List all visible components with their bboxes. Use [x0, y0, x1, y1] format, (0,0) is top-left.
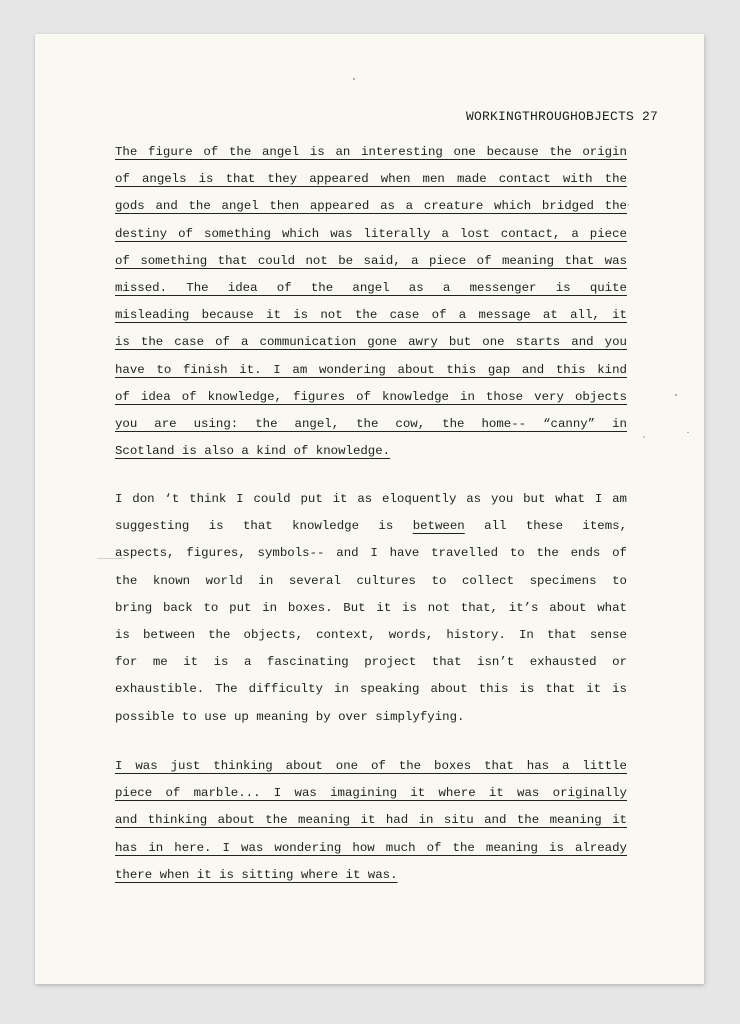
text-line: there when it is sitting where it was.	[115, 867, 398, 882]
paper-speck	[675, 394, 677, 396]
text-line: exhaustible. The difficulty in speaking about this is that it is	[115, 682, 627, 697]
paper-speck	[643, 436, 645, 438]
text-segment: suggesting is that knowledge is	[115, 519, 394, 534]
text-line: I was just thinking about one of the boxes that has a little	[115, 759, 627, 773]
paragraph-1	[115, 139, 627, 465]
text-line: Scotland is also a kind of knowledge.	[115, 444, 391, 459]
paper-speck	[353, 78, 355, 80]
text-line: you are using: the angel, the cow, the home-- “canny” in	[115, 416, 627, 431]
text-line: is the case of a communication gone awry but one starts and you	[115, 335, 627, 350]
text-line: aspects, figures, symbols-- and I have travelled to the ends of	[115, 546, 627, 561]
running-header: WORKINGTHROUGHOBJECTS 27	[465, 109, 658, 124]
paper-speck	[97, 558, 125, 559]
text-line: of idea of knowledge, figures of knowledge in those very objects	[115, 389, 627, 404]
text-line: for me it is a fascinating project that isn’t exhausted or	[115, 655, 627, 670]
paper-speck	[627, 204, 629, 206]
text-line-with-emphasis	[115, 513, 627, 540]
text-line: is between the objects, context, words, history. In that sense	[115, 627, 627, 642]
text-line: The figure of the angel is an interesting one because the origin	[115, 145, 627, 159]
text-line: has in here. I was wondering how much of the meaning is already	[115, 840, 627, 855]
text-line: I don ‘t think I could put it as eloquently as you but what I am	[115, 492, 627, 506]
text-line: piece of marble... I was imagining it where it was originally	[115, 786, 627, 801]
paragraph-3	[115, 753, 627, 889]
text-line: and thinking about the meaning it had in situ and the meaning it	[115, 813, 627, 828]
text-line: bring back to put in boxes. But it is not that, it’s about what	[115, 600, 627, 615]
underlined-word-between: between	[412, 519, 465, 534]
text-line: misleading because it is not the case of a message at all, it	[115, 308, 627, 323]
text-line: destiny of something which was literally a lost contact, a piece	[115, 226, 627, 241]
text-line: gods and the angel then appeared as a creature which bridged the	[115, 199, 627, 214]
paper-speck	[687, 432, 689, 433]
paragraph-2	[115, 486, 627, 731]
text-line: of something that could not be said, a piece of meaning that was	[115, 253, 627, 268]
text-line: have to finish it. I am wondering about this gap and this kind	[115, 362, 627, 377]
text-line: possible to use up meaning by over simplyfying.	[115, 709, 465, 724]
text-segment: all these items,	[484, 519, 628, 534]
document-page	[35, 34, 704, 984]
text-line: the known world in several cultures to collect specimens to	[115, 573, 627, 588]
text-line: of angels is that they appeared when men made contact with the	[115, 172, 627, 187]
text-line: missed. The idea of the angel as a messenger is quite	[115, 280, 627, 295]
